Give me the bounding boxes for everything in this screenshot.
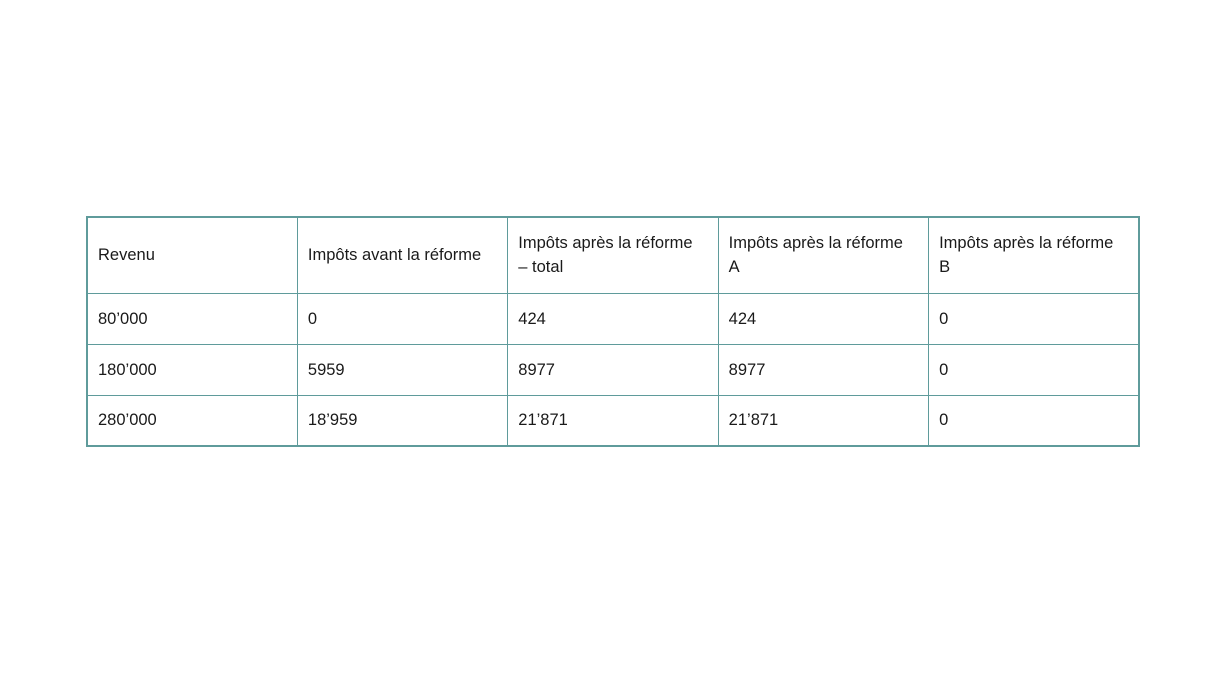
table-cell: 424 [718,293,928,344]
table-cell: 0 [929,395,1139,446]
table-cell: 5959 [297,344,507,395]
table-cell: 8977 [508,344,718,395]
table-row [87,293,1139,344]
table-row [87,344,1139,395]
table-cell: 21’871 [508,395,718,446]
tax-table-container [86,216,1140,447]
table-row [87,395,1139,446]
table-cell: 424 [508,293,718,344]
tax-comparison-table [86,216,1140,447]
table-cell: 21’871 [718,395,928,446]
table-cell: 80’000 [87,293,297,344]
column-header-impots-apres-a: Impôts après la réforme A [718,217,928,293]
table-cell: 0 [929,293,1139,344]
column-header-impots-apres-b: Impôts après la réforme B [929,217,1139,293]
table-cell: 0 [297,293,507,344]
table-cell: 180’000 [87,344,297,395]
table-header-row [87,217,1139,293]
table-cell: 280’000 [87,395,297,446]
table-cell: 8977 [718,344,928,395]
column-header-impots-avant: Impôts avant la réforme [297,217,507,293]
column-header-impots-apres-total: Impôts après la réforme – total [508,217,718,293]
table-header [87,217,1139,293]
column-header-revenu: Revenu [87,217,297,293]
table-body [87,293,1139,446]
table-cell: 18’959 [297,395,507,446]
table-cell: 0 [929,344,1139,395]
